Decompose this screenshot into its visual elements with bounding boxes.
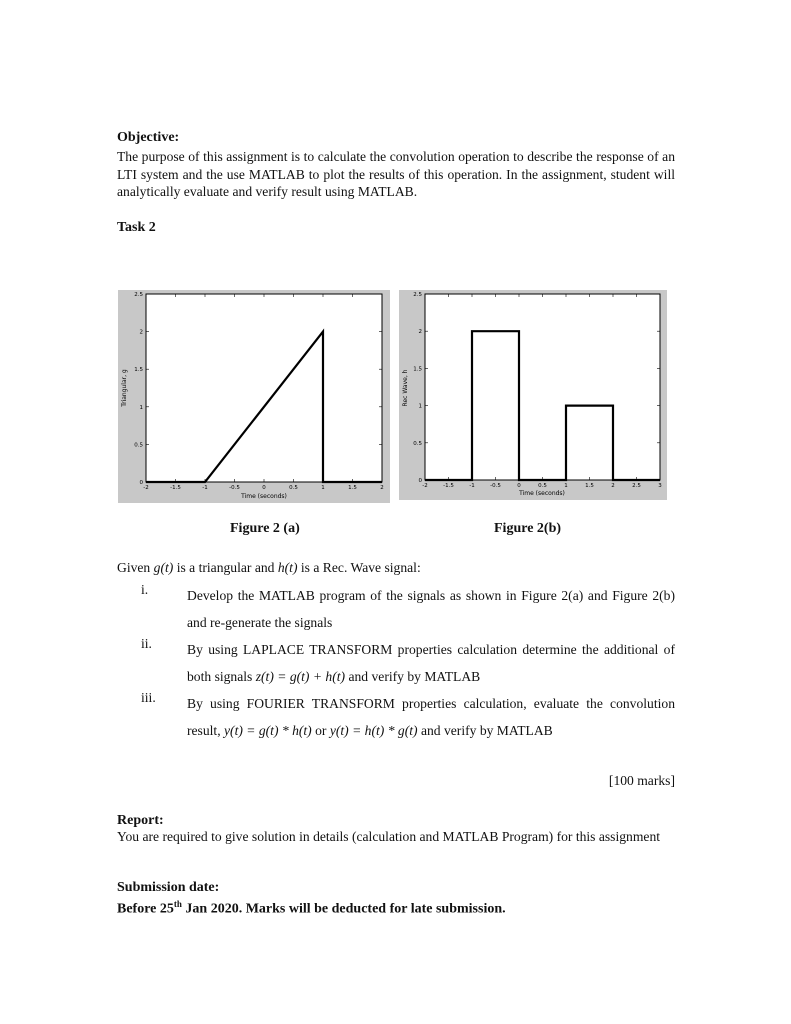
figure-2b-caption: Figure 2(b) (494, 521, 562, 536)
report-text: You are required to give solution in details (calculation and MATLAB Program) for this assignment (117, 829, 661, 844)
y-tick-label: 1.5 (134, 367, 143, 374)
x-tick-label: 1.5 (585, 483, 594, 489)
x-tick-label: 0.5 (289, 485, 298, 491)
formula-y1: y(t) = g(t) * h(t) (224, 723, 312, 738)
submission-before: Before 25 (117, 901, 174, 917)
figure-2a-caption: Figure 2 (a) (230, 521, 300, 536)
submission-heading: Submission date: (117, 880, 220, 895)
item-text-b: and verify by MATLAB (348, 669, 481, 684)
marks: [100 marks] (608, 773, 675, 788)
objective-text: The purpose of this assignment is to calculate the convolution operation to describe the response of an LTI system and the use MATLAB to plot the results of this operation. In the assignment, student will analytically evaluate and verify result using MATLAB. (117, 149, 675, 199)
item-number: iii. (141, 690, 156, 705)
given-suffix: is a Rec. Wave signal: (300, 560, 421, 575)
x-tick-label: -0.5 (490, 483, 501, 489)
x-tick-label: -2 (143, 485, 149, 491)
x-tick-label: -2 (422, 483, 428, 489)
formula-y2: y(t) = h(t) * g(t) (329, 723, 418, 738)
y-tick-label: 2 (418, 329, 422, 336)
y-axis-label: Triangular, g (121, 369, 128, 407)
item-text (187, 636, 675, 690)
item-number: ii. (141, 636, 152, 651)
item-text-a: By using LAPLACE TRANSFORM properties calculation determine the additional of both signals (187, 642, 675, 684)
x-tick-label: 2 (611, 483, 615, 489)
submission-text (117, 899, 506, 918)
given-line (117, 559, 677, 577)
y-tick-label: 2.5 (134, 292, 143, 298)
x-tick-label: -1.5 (443, 483, 454, 489)
objective-heading: Objective: (117, 130, 180, 145)
plot-area (425, 294, 660, 480)
x-tick-label: -0.5 (229, 485, 240, 491)
item-text: Develop the MATLAB program of the signals as shown in Figure 2(a) and Figure 2(b) and re-generate the signals (187, 588, 675, 630)
x-tick-label: -1.5 (170, 485, 181, 491)
task-heading: Task 2 (117, 220, 156, 235)
y-tick-label: 0 (139, 480, 143, 486)
g-symbol: g(t) (153, 560, 174, 575)
submission-sup: th (173, 899, 182, 909)
x-tick-label: 0 (517, 483, 521, 489)
item-text-a: By using FOURIER TRANSFORM properties calculation, evaluate the convolution result, (187, 696, 675, 738)
formula-z: z(t) = g(t) + h(t) (255, 669, 346, 684)
submission-rest: Jan 2020. Marks will be deducted for late submission. (181, 901, 506, 917)
x-tick-label: 1.5 (348, 485, 357, 491)
y-tick-label: 1 (139, 404, 143, 411)
x-tick-label: -1 (469, 483, 475, 489)
figure-2b-plot (399, 290, 667, 500)
h-symbol: h(t) (277, 560, 298, 575)
y-tick-label: 2.5 (413, 292, 422, 298)
x-tick-label: -1 (202, 485, 208, 491)
given-prefix: Given (117, 560, 151, 575)
item-number: i. (141, 582, 149, 597)
x-tick-label: 2 (380, 485, 384, 491)
y-tick-label: 0 (418, 478, 422, 484)
y-tick-label: 1.5 (413, 366, 422, 373)
figure-2a (118, 290, 390, 503)
plot-area (146, 294, 382, 482)
x-axis-label: Time (seconds) (519, 490, 565, 497)
x-tick-label: 1 (564, 483, 568, 489)
x-tick-label: 0 (262, 485, 266, 491)
item-text-b: and verify by MATLAB (420, 723, 553, 738)
x-tick-label: 3 (658, 483, 662, 489)
figure-2b (399, 290, 667, 500)
x-axis-label: Time (seconds) (241, 493, 287, 500)
report-heading: Report: (117, 813, 164, 828)
x-tick-label: 2.5 (632, 483, 641, 489)
item-text (187, 690, 675, 744)
figure-2a-plot (118, 290, 390, 503)
item-or: or (315, 723, 327, 738)
y-axis-label: Rec Wave, h (402, 369, 409, 407)
y-tick-label: 0.5 (413, 440, 422, 447)
y-tick-label: 0.5 (134, 442, 143, 449)
y-tick-label: 2 (139, 329, 143, 336)
y-tick-label: 1 (418, 403, 422, 410)
x-tick-label: 0.5 (538, 483, 547, 489)
given-mid: is a triangular and (176, 560, 275, 575)
x-tick-label: 1 (321, 485, 325, 491)
